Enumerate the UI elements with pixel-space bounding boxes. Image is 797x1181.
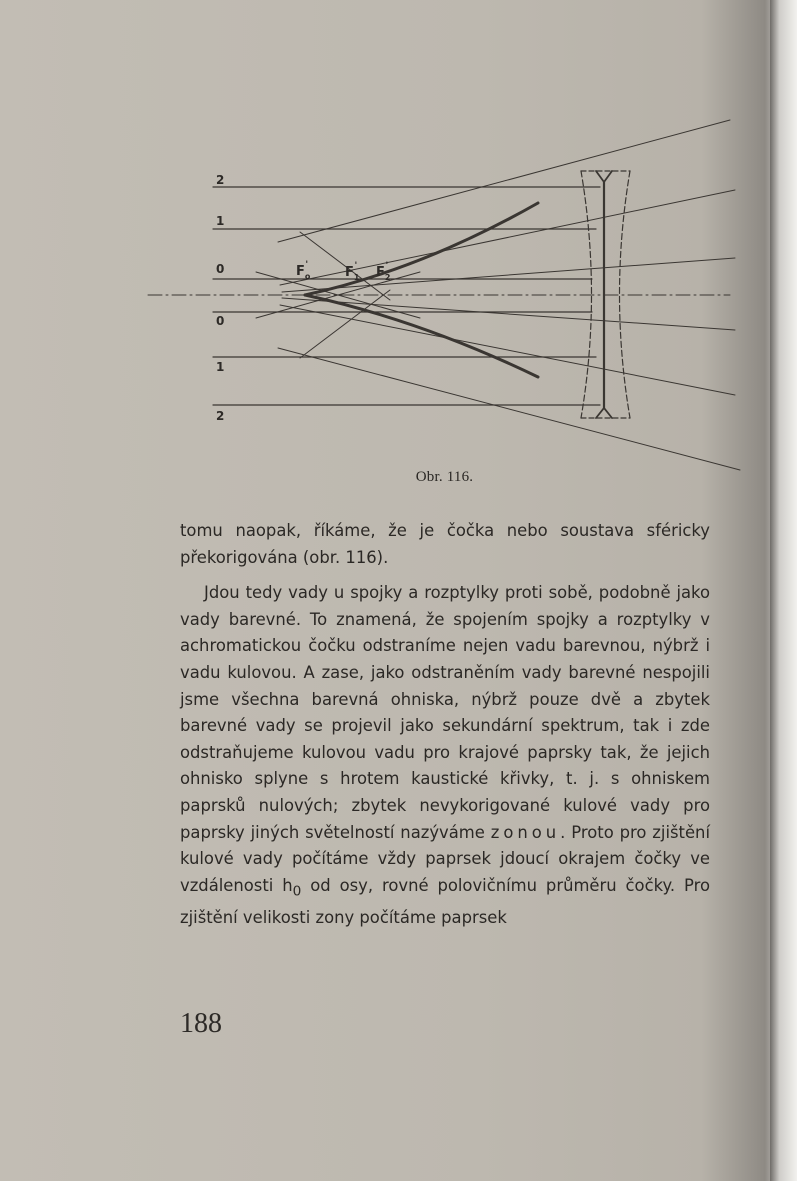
figure-caption	[0, 469, 797, 486]
paragraph-2-part-c: od osy, rovné polovičnímu průměru čočky. Pro zjištění velikosti zony počítáme paprsek	[180, 875, 710, 927]
ray-label: 0	[216, 262, 225, 276]
ray-label: 0	[216, 314, 225, 328]
paragraph-2	[180, 580, 710, 931]
ray-label: 1	[216, 214, 225, 228]
paragraph-2-part-a: Jdou tedy vady u spojky a rozptylky proti sobě, podobně jako vady barevné. To znamená, že spojením spojky a rozptylky v achromatickou čočku odstraníme nejen vadu barevnou, nýbrž i vadu kulovou. A zase, jako odstraněním vady barevné nespojili jsme všechna barevná ohniska, nýbrž pouze dvě a zbytek barevné vady se projevil jako sekundární spektrum, tak i zde odstraňujeme kulovou vadu pro krajové paprsky tak, že jejich ohnisko splyne s hrotem kaustické křivky, t. j. s ohniskem paprsků nulových; zbytek nevykorigované kulové vady pro paprsky jiných světelností nazýváme	[180, 583, 710, 842]
ray-label: 2	[216, 173, 225, 187]
subscript-zero: 0	[292, 883, 302, 899]
page-number: 188	[180, 1008, 222, 1039]
figure-caption-text: Obr. 116.	[415, 469, 474, 485]
focus-label-f1: $F_1'$	[345, 261, 360, 282]
spherical-aberration-diagram	[0, 0, 797, 500]
ray-label: 2	[216, 409, 225, 423]
focus-label-f2: $F_2'$	[376, 261, 391, 282]
paragraph-2-part-b: . Proto pro zjištění kulové vady počítáme vždy paprsek jdoucí okrajem čočky ve vzdálenosti h	[180, 822, 710, 895]
paragraph-1: tomu naopak, říkáme, že je čočka nebo soustava sféricky překorigována (obr. 116).	[180, 521, 710, 567]
body-text	[180, 518, 710, 931]
ray-label: 1	[216, 360, 225, 374]
focus-label-f0: $F_o'$	[296, 260, 311, 281]
emphasized-word-zonou: zonou	[490, 822, 561, 842]
